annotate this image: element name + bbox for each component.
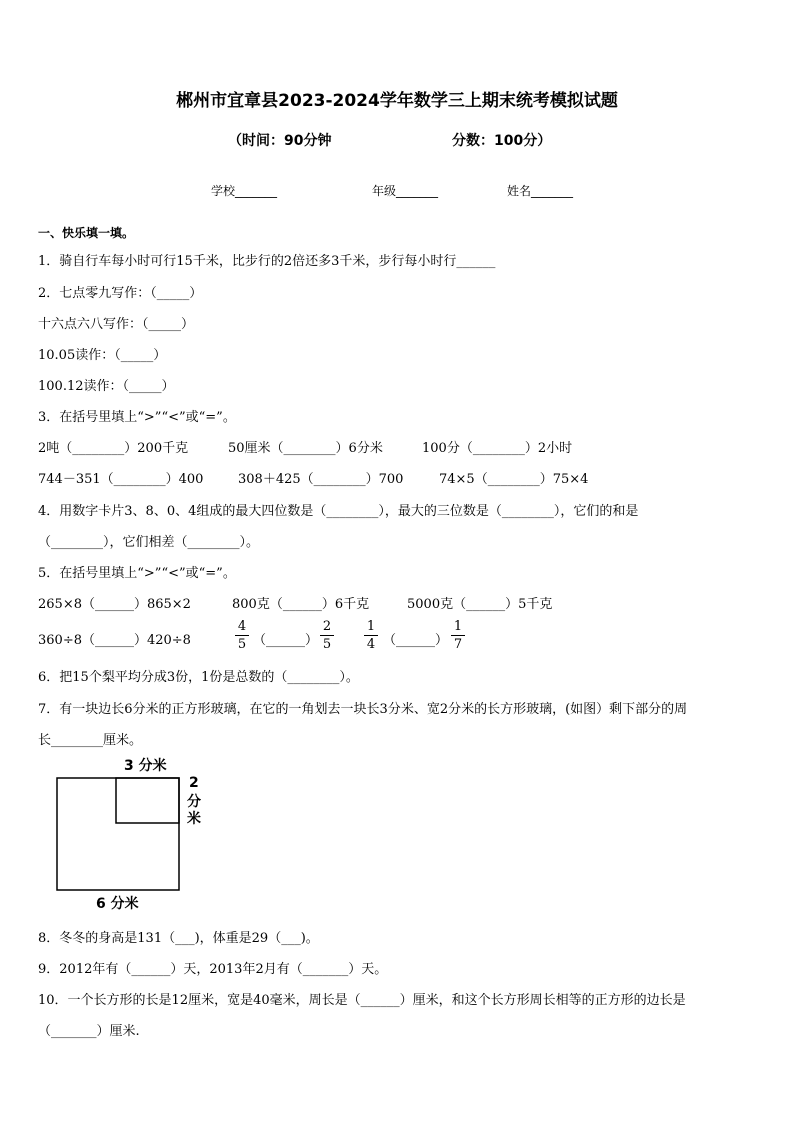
q3-item-1: 2吨（________）200千克 (38, 441, 189, 456)
question-10-line-1: 10．一个长方形的长是12厘米，宽是40毫米，周长是（______）厘米，和这个长方形周长相等的正方形的边长是 (38, 993, 686, 1008)
figure-right-label-1: 2 (189, 775, 199, 791)
question-9: 9．2012年有（______）天，2013年2月有（_______）天。 (38, 962, 388, 977)
question-3-heading: 3．在括号里填上“>”“<”或“=”。 (38, 410, 236, 425)
q5-item-1: 265×8（______）865×2 (38, 597, 191, 612)
cut-rectangle (116, 778, 179, 823)
q3-item-5: 308＋425（________）700 (238, 472, 404, 487)
fraction-1-7: 1 7 (451, 619, 465, 652)
exam-score: 分数：100分） (452, 133, 552, 149)
question-6: 6．把15个梨平均分成3份，1份是总数的（________）。 (38, 670, 359, 685)
q5-item-2: 800克（______）6千克 (232, 597, 370, 612)
fraction-2-5: 2 5 (320, 619, 334, 652)
q5-blank-2: （______） (383, 633, 449, 648)
fraction-4-5: 4 5 (235, 619, 249, 652)
question-8: 8．冬冬的身高是131（___)，体重是29（___)。 (38, 931, 319, 946)
name-field: 姓名_______ (507, 184, 574, 198)
question-10-line-2: （_______）厘米. (38, 1024, 140, 1039)
question-2b: 十六点六八写作：（_____） (38, 317, 195, 332)
exam-time: （时间：90分钟 (228, 133, 332, 149)
q3-item-3: 100分（________）2小时 (422, 441, 573, 456)
figure-right-label-3: 米 (187, 811, 201, 827)
figure-right-label-2: 分 (187, 794, 201, 810)
q5-item-3: 5000克（______）5千克 (407, 597, 553, 612)
figure-bottom-label: 6 分米 (96, 896, 139, 912)
q5-item-4: 360÷8（______）420÷8 (38, 633, 191, 648)
question-2a: 2．七点零九写作：（_____） (38, 286, 203, 301)
question-7-line-2: 长________厘米。 (38, 733, 143, 748)
square-outline (57, 778, 179, 890)
question-2d: 100.12读作：（_____） (38, 379, 175, 394)
q3-item-4: 744－351（________）400 (38, 472, 204, 487)
question-4-line-1: 4．用数字卡片3、8、0、4组成的最大四位数是（________），最大的三位数是（________），它们的和是 (38, 504, 639, 519)
question-5-heading: 5．在括号里填上“>”“<”或“=”。 (38, 566, 236, 581)
fraction-1-4: 1 4 (364, 619, 378, 652)
question-7-line-1: 7．有一块边长6分米的正方形玻璃，在它的一角划去一块长3分米、宽2分米的长方形玻璃，(如图）剩下部分的周 (38, 702, 688, 717)
q5-blank-1: （______） (253, 633, 319, 648)
figure-top-label: 3 分米 (124, 758, 167, 774)
school-field: 学校_______ (211, 184, 278, 198)
q3-item-2: 50厘米（________）6分米 (228, 441, 383, 456)
grade-field: 年级_______ (372, 184, 439, 198)
section-heading: 一、快乐填一填。 (38, 226, 135, 240)
question-2c: 10.05读作：（_____） (38, 348, 167, 363)
question-4-line-2: （________），它们相差（________）。 (38, 535, 260, 550)
q3-item-6: 74×5（________）75×4 (439, 472, 589, 487)
question-1: 1．骑自行车每小时可行15千米，比步行的2倍还多3千米，步行每小时行______ (38, 254, 496, 269)
page-title: 郴州市宜章县2023-2024学年数学三上期末统考模拟试题 (176, 91, 618, 111)
